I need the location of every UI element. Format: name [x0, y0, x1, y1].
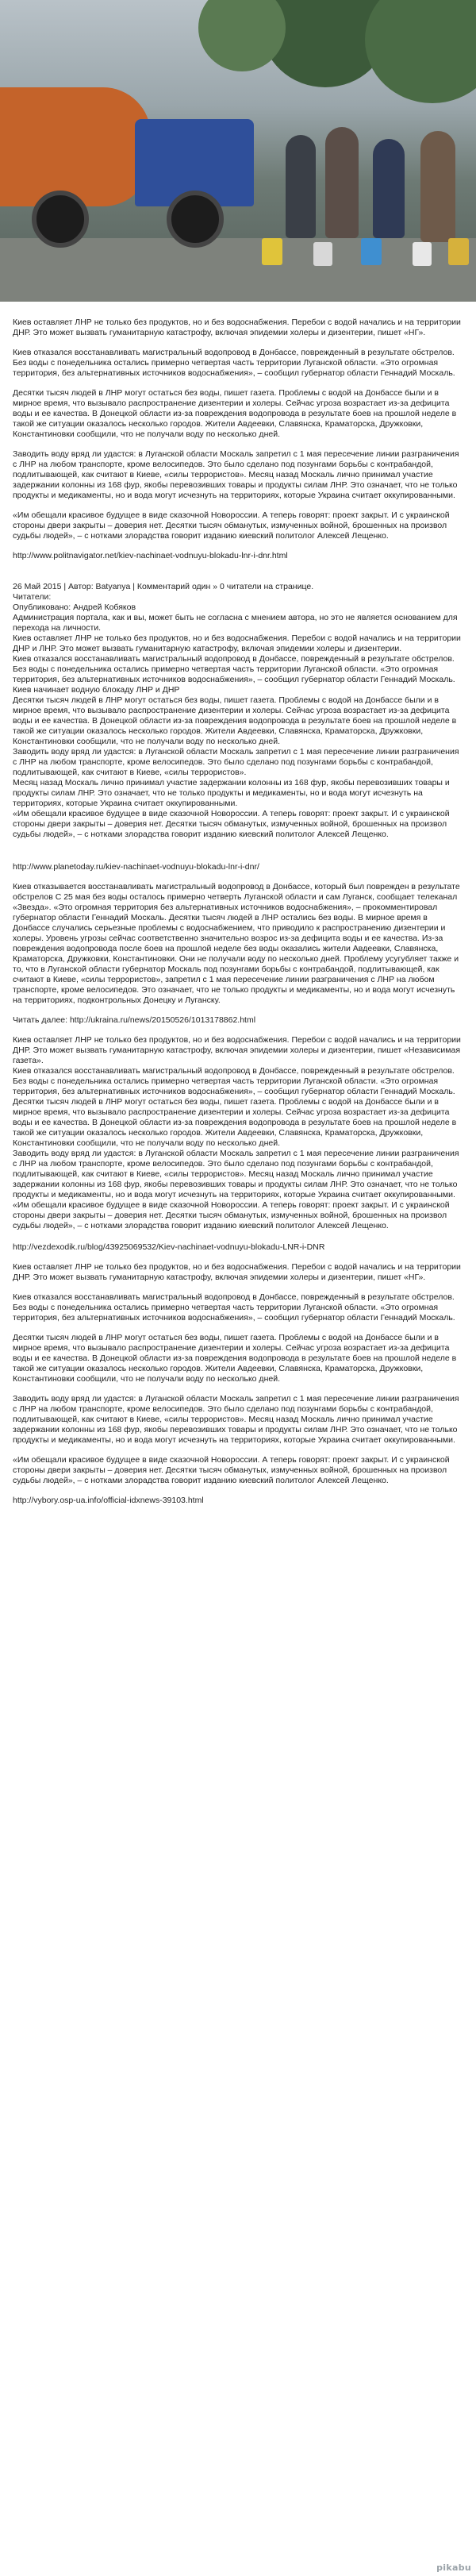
paragraph: Заводить воду вряд ли удастся: в Луганской области Москаль запретил с 1 мая пересечение линии разграничения с ЛНР на любом транспорте, кроме велосипедов. Это было сделано под позунгами борьбы с контрабандой, подлитывающей, как считают в Киеве, «силы террористов». Месяц назад Москаль лично принимал участие задержании колонны из 168 фур, якобы перевозивших товары и продукты силам ЛНР. Это означает, что не только продукты и медикаменты, но и вода могут исчезнуть на территориях, которые Украина считает оккупированными.: [13, 1149, 462, 1199]
person-figure: [286, 135, 316, 238]
quote-paragraph: «Им обещали красивое будущее в виде сказочной Новороссии. А теперь говорят: проект закрыт. И с украинской стороны двери закрыты – доверия нет. Десятки тысяч обманутых, измученных войной, брошенных на произвол судьбы людей», – с нотками злорадства говорит изданию киевский политолог Алексей Лещенко.: [13, 1455, 452, 1485]
meta-disclaimer: Администрация портала, как и вы, может быть не согласна с мнением автора, но это не является основанием для перехода на личности.: [13, 613, 460, 633]
meta-readers: Читатели:: [13, 592, 52, 602]
header-photo: [0, 0, 476, 302]
paragraph: Месяц назад Москаль лично принимал участие задержании колонны из 168 фур, якобы перевозивших товары и продукты силам ЛНР. Это означает, что не только продукты и медикаменты, но и вода могут исчезнуть на территориях, которые Украина считает оккупированными.: [13, 778, 452, 808]
paragraph: Десятки тысяч людей в ЛНР могут остаться без воды, пишет газета. Проблемы с водой на Донбассе были и в мирное время, что вызывало распространение дизентерии и холеры. Сейчас угроза возрастает из-за дефицита воды и ее качества. В Донецкой области из-за повреждения водопровода в результате боев на прошлой неделе в такой же ситуации оказалось несколько городов. Жители Авдеевки, Славянска, Краматорска, Дружковки, Константиновки сообщили, что не получали воду по несколько дней.: [13, 388, 459, 439]
repost-block-2: [13, 582, 463, 840]
water-bucket: [448, 238, 469, 265]
water-bucket: [313, 242, 332, 266]
meta-date: 26 Май 2015 | Автор: Batyanya | Комментарий один » 0 читатели на странице.: [13, 582, 314, 591]
paragraph: Киев отказался восстанавливать магистральный водопровод в Донбассе, поврежденный в результате обстрелов. Без воды с понедельника остались примерно четвертая часть территории Луганской области. «Это огромная территория, без альтернативных источников водоснабжения», – сообщил губернатор области Геннадий Москаль.: [13, 1066, 457, 1096]
read-more-link[interactable]: Читать далее: http://ukraina.ru/news/20150526/1013178862.html: [13, 1015, 256, 1025]
ground-shape: [0, 238, 476, 302]
article-body: [13, 318, 463, 1515]
paragraph: Десятки тысяч людей в ЛНР могут остаться без воды, пишет газета. Проблемы с водой на Донбассе были и в мирное время, что вызывало распространение дизентерии и холеры. Сейчас угроза возрастает из-за дефицита воды и ее качества. В Донецкой области из-за повреждения водопровода в результате боев на прошлой неделе в такой же ситуации оказалось несколько городов. Жители Авдеевки, Славянска, Краматорска, Дружковки, Константиновки сообщили, что не получали воду по несколько дней.: [13, 1097, 459, 1148]
quote-paragraph: «Им обещали красивое будущее в виде сказочной Новороссии. А теперь говорят: проект закрыт. И с украинской стороны двери закрыты – доверия нет. Десятки тысяч обманутых, измученных войной, брошенных на произвол судьбы людей», – с нотками злорадства говорит изданию киевский политолог Алексей Лещенко.: [13, 809, 452, 839]
source-link[interactable]: http://www.planetoday.ru/kiev-nachinaet-vodnuyu-blokadu-lnr-i-dnr/: [13, 862, 259, 872]
paragraph: Киев оставляет ЛНР не только без продуктов, но и без водоснабжения. Перебои с водой начались и на территории ДНР. Это может вызвать гуманитарную катастрофу, включая эпидемии холеры и дизентерии, пишет «НГ».: [13, 1262, 463, 1282]
paragraph: Киев отказывается восстанавливать магистральный водопровод в Донбассе, который был поврежден в результате обстрелов С 25 мая без воды осталось примерно четверть Луганской области и сам Луганск, сообщает телеканал «Звезда». «Это огромная территория без альтернативных источников водоснабжения», – прокомментировал губернатор области Геннадий Москаль. Десятки тысяч людей в ЛНР остались без воды. В мирное время в Донбассе случались серьезные проблемы с водоснабжением, что приводило к распространению дизентерии и холеры. Уровень угрозы сейчас соответственно значительно возрос из-за дефицита воды и ее качества. Из-за повреждения водопровода после боев на прошлой неделе без воды оказались жители Авдеевки, Славянска, Краматорска, Дружковки, Константиновки. Они не получали воду по несколько дней. Проблему усугубляет также и то, что в Луганской области губернатор Москаль под позунгами борьбы с контрабандой, подлитывающей, как считают в Киеве, «силы террористов», запретил с 1 мая пересечение линии разграничения с ЛНР на любом транспорте, кроме велосипедов. Это означает, что не только продукты и медикаменты, но и вода могут исчезнуть на территориях, подконтрольных Донецку и Луганску.: [13, 882, 463, 1005]
paragraph: Киев оставляет ЛНР не только без продуктов, но и без водоснабжения. Перебои с водой начались и на территории ДНР. Это может вызвать гуманитарную катастрофу, включая эпидемии холеры и дизентерии, пишет «Независимая газета».: [13, 1035, 463, 1065]
paragraph: Заводить воду вряд ли удастся: в Луганской области Москаль запретил с 1 мая пересечение линии разграничения с ЛНР на любом транспорте, кроме велосипедов. Это было сделано под позунгами борьбы с контрабандой, подлитывающей, как считают в Киеве, «силы террористов». Месяц назад Москаль лично принимал участие задержании колонны из 168 фур, якобы перевозивших товары и продукты силам ЛНР. Это означает, что не только продукты и медикаменты, но и вода могут исчезнуть на территориях, которые Украина считает оккупированными.: [13, 449, 462, 500]
water-bucket: [361, 238, 382, 265]
paragraph: Киев отказался восстанавливать магистральный водопровод в Донбассе, поврежденный в результате обстрелов. Без воды с понедельника остались примерно четвертая часть территории Луганской области. «Это огромная территория, без альтернативных источников водоснабжения», – сообщил губернатор области Геннадий Москаль.: [13, 1292, 457, 1323]
person-figure: [325, 127, 359, 238]
source-link[interactable]: http://vybory.osp-ua.info/official-idxnews-39103.html: [13, 1496, 204, 1505]
water-bucket: [262, 238, 282, 265]
source-link[interactable]: http://www.politnavigator.net/kiev-nachinaet-vodnuyu-blokadu-lnr-i-dnr.html: [13, 551, 288, 560]
source-link[interactable]: http://vezdexodik.ru/blog/43925069532/Kiev-nachinaet-vodnuyu-blokadu-LNR-i-DNR: [13, 1242, 325, 1252]
meta-published: Опубликовано: Андрей Кобяков: [13, 603, 136, 612]
quote-paragraph: «Им обещали красивое будущее в виде сказочной Новороссии. А теперь говорят: проект закрыт. И с украинской стороны двери закрыты – доверия нет. Десятки тысяч обманутых, измученных войной, брошенных на произвол судьбы людей», – с нотками злорадства говорит изданию киевский политолог Алексей Лещенко.: [13, 510, 452, 541]
paragraph: Киев оставляет ЛНР не только без продуктов, но и без водоснабжения. Перебои с водой начались и на территории ДНР и ЛНР. Это может вызвать гуманитарную катастрофу, включая эпидемии холеры и дизентерии.: [13, 633, 463, 653]
tree-shape: [365, 0, 476, 103]
paragraph: Киев отказался восстанавливать магистральный водопровод в Донбассе, поврежденный в результате обстрелов. Без воды с понедельника остались примерно четвертая часть территории Луганской области. «Это огромная территория, без альтернативных источников водоснабжения», – сообщил губернатор области Геннадий Москаль.: [13, 348, 457, 378]
water-bucket: [413, 242, 432, 266]
paragraph: Заводить воду вряд ли удастся: в Луганской области Москаль запретил с 1 мая пересечение линии разграничения с ЛНР на любом транспорте, кроме велосипедов. Это было сделано под позунгами борьбы с контрабандой, подлитывающей, как считают в Киеве, «силы террористов». Месяц назад Москаль лично принимал участие задержании колонны из 168 фур, якобы перевозивших товары и продукты силам ЛНР. Это означает, что не только продукты и медикаменты, но и вода могут исчезнуть на территориях, которые Украина считает оккупированными.: [13, 1394, 462, 1445]
paragraph: Десятки тысяч людей в ЛНР могут остаться без воды, пишет газета. Проблемы с водой на Донбассе были и в мирное время, что вызывало распространение дизентерии и холеры. Сейчас угроза возрастает из-за дефицита воды и ее качества. В Донецкой области из-за повреждения водопровода в результате боев на прошлой неделе в такой же ситуации оказалось несколько городов. Жители Авдеевки, Славянска, Краматорска, Дружковки, Константиновки сообщили, что не получали воду по несколько дней.: [13, 695, 459, 746]
truck-wheel: [167, 191, 224, 248]
truck-wheel: [32, 191, 89, 248]
repost-block-4: [13, 1035, 463, 1231]
paragraph: Заводить воду вряд ли удастся: в Луганской области Москаль запретил с 1 мая пересечение линии разграничения с ЛНР на любом транспорте, кроме велосипедов. Это было сделано под позунгами борьбы с контрабандой, подлитывающей, как считают в Киеве, «силы террористов».: [13, 747, 462, 777]
paragraph: Киев отказался восстанавливать магистральный водопровод в Донбассе, поврежденный в результате обстрелов. Без воды с понедельника остались примерно четвертая часть территории Луганской области. «Это огромная территория, без альтернативных источников водоснабжения», – сообщил губернатор области Геннадий Москаль.: [13, 654, 457, 684]
person-figure: [420, 131, 455, 242]
paragraph: Десятки тысяч людей в ЛНР могут остаться без воды, пишет газета. Проблемы с водой на Донбассе были и в мирное время, что вызывало распространение дизентерии и холеры. Сейчас угроза возрастает из-за дефицита воды и ее качества. В Донецкой области из-за повреждения водопровода в результате боев на прошлой неделе в такой же ситуации оказалось несколько городов. Жители Авдеевки, Славянска, Краматорска, Дружковки, Константиновки сообщили, что не получали воду по несколько дней.: [13, 1333, 459, 1384]
person-figure: [373, 139, 405, 238]
lead-paragraph: Киев оставляет ЛНР не только без продуктов, но и без водоснабжения. Перебои с водой начались и на территории ДНР. Это может вызвать гуманитарную катастрофу, включая эпидемии холеры и дизентерии, пишет «НГ».: [13, 318, 463, 337]
tanker-truck-tank: [0, 87, 151, 206]
subheading: Киев начинает водную блокаду ЛНР и ДНР: [13, 685, 180, 695]
quote-paragraph: «Им обещали красивое будущее в виде сказочной Новороссии. А теперь говорят: проект закрыт. И с украинской стороны двери закрыты – доверия нет. Десятки тысяч обманутых, измученных войной, брошенных на произвол судьбы людей», – с нотками злорадства говорит изданию киевский политолог Алексей Лещенко.: [13, 1200, 452, 1230]
site-watermark: pikabu: [436, 2563, 471, 2573]
